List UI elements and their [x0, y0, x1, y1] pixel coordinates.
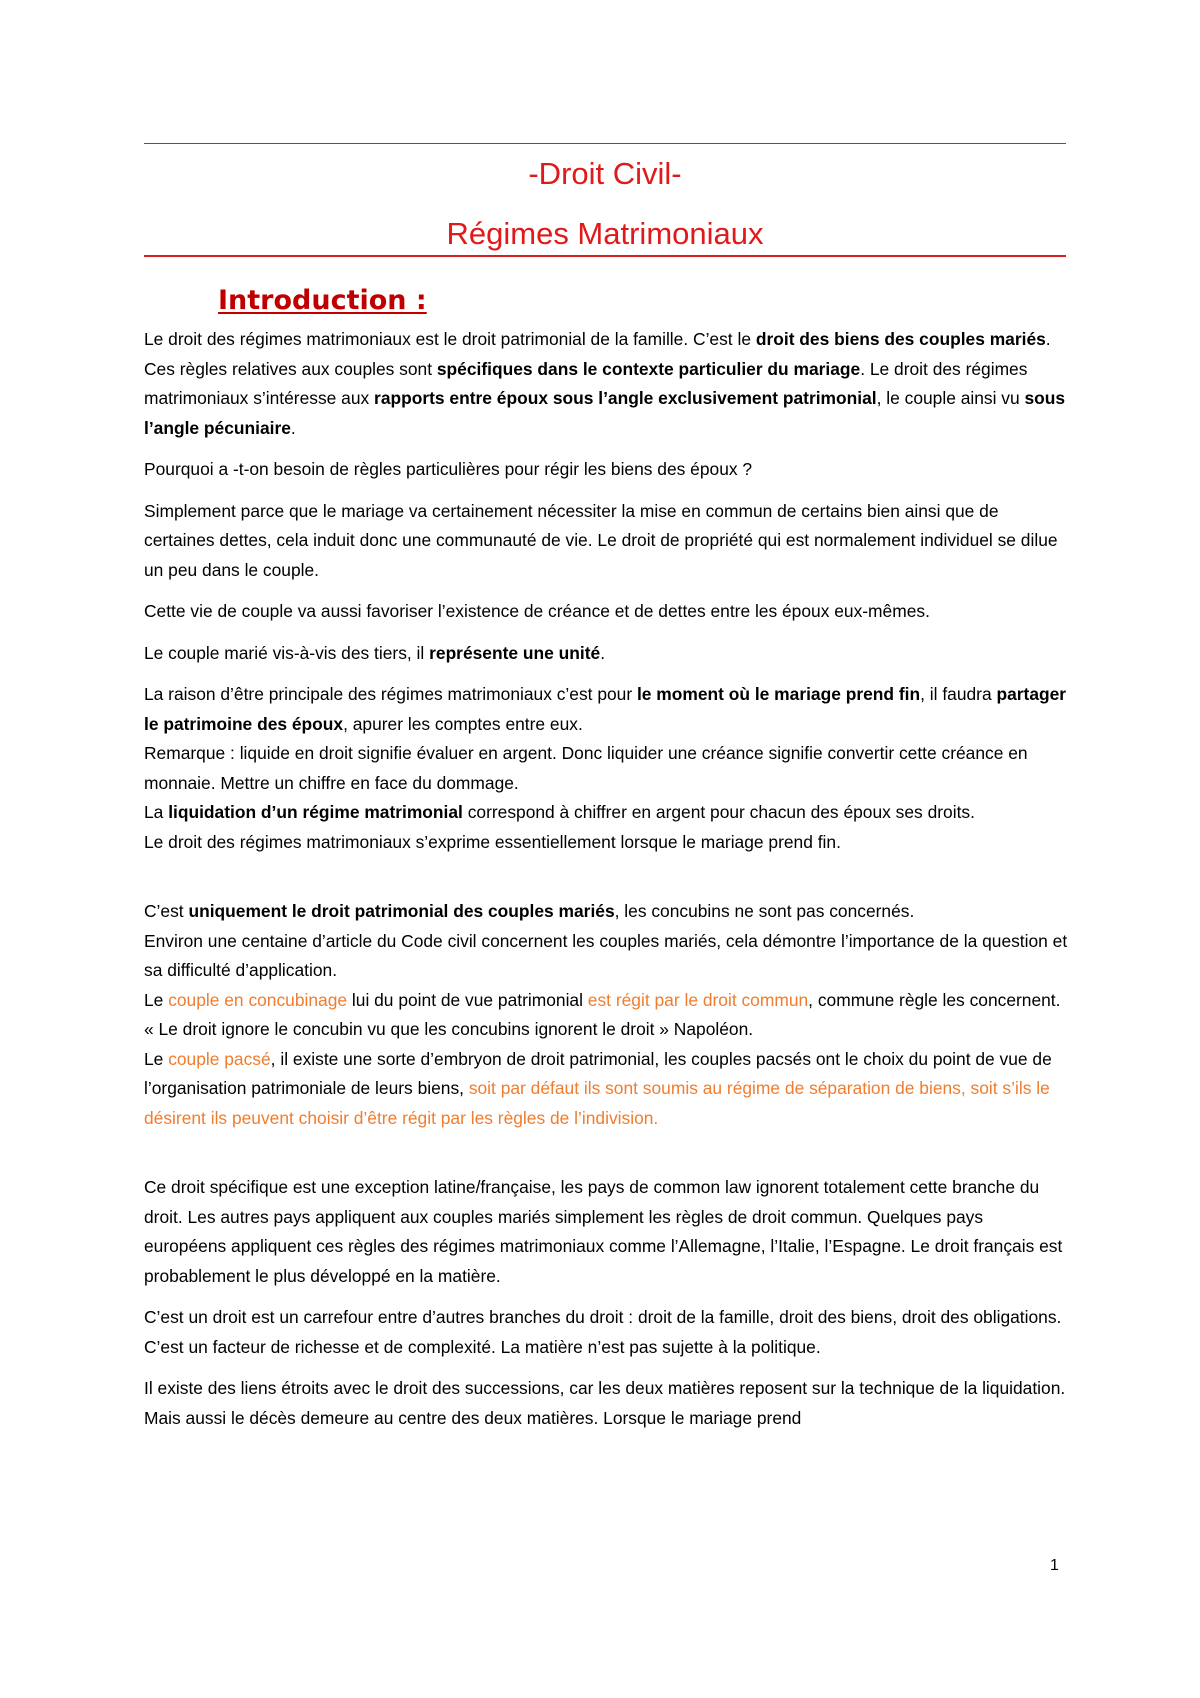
text-run: , il faudra	[920, 684, 997, 704]
bold-text: partager le patrimoine des époux	[144, 684, 1067, 734]
text-run: Cette vie de couple va aussi favoriser l’existence de créance et de dettes entre les époux eux-mêmes.	[144, 601, 930, 621]
text-run: , apurer les comptes entre eux.	[343, 713, 583, 734]
highlighted-text: couple en concubinage	[168, 989, 348, 1010]
bold-text: représente une unité	[429, 642, 601, 663]
text-run: Environ une centaine d’article du Code civil concernent les couples mariés, cela démontre l’importance de la question et sa difficulté d’application.	[144, 930, 1068, 980]
text-run: C’est	[144, 901, 189, 921]
bold-text: sous l’angle pécuniaire	[144, 388, 1066, 438]
bold-text: spécifiques dans le contexte particulier du mariage	[436, 358, 861, 379]
paragraph	[144, 798, 1068, 828]
highlighted-text: couple pacsé	[168, 1048, 271, 1069]
document-title: -Droit Civil-	[528, 156, 682, 191]
bold-text: liquidation d’un régime matrimonial	[168, 802, 463, 822]
paragraph	[144, 597, 1068, 627]
text-run: Remarque : liquide en droit signifie évaluer en argent. Donc liquider une créance signifie convertir cette créance en monnaie. Mettre un chiffre en face du dommage.	[144, 743, 1028, 793]
top-rule	[144, 143, 1066, 144]
text-run: . Le droit des régimes matrimoniaux s’intéresse aux	[144, 358, 1028, 408]
text-run: , commune règle les concernent. « Le droit ignore le concubin vu que les concubins ignorent le droit » Napoléon.	[144, 989, 1061, 1039]
paragraph	[144, 325, 1068, 443]
highlighted-text: soit par défaut ils sont soumis au régime de séparation de biens, soit s’ils le désirent ils peuvent choisir d’être régit par les règles de l’indivision.	[144, 1078, 1050, 1128]
text-run: correspond à chiffrer en argent pour chacun des époux ses droits.	[462, 802, 975, 822]
bold-text: uniquement le droit patrimonial des couples mariés	[188, 901, 615, 921]
text-run: Le droit des régimes matrimoniaux est le droit patrimonial de la famille. C’est le	[144, 329, 756, 349]
text-run: Simplement parce que le mariage va certainement nécessiter la mise en commun de certains bien ainsi que de certaines dettes, cela induit donc une communauté de vie. Le droit de propriété qui est normalement individuel se dilue un peu dans le couple.	[144, 500, 1058, 580]
text-run: Pourquoi a -t-on besoin de règles particulières pour régir les biens des époux ?	[144, 459, 753, 479]
text-run: , les concubins ne sont pas concernés.	[614, 901, 915, 921]
text-run: Le	[144, 989, 169, 1010]
paragraph	[144, 680, 1068, 739]
bottom-rule	[144, 255, 1066, 257]
paragraph	[144, 986, 1068, 1045]
text-run: La	[144, 802, 169, 822]
bold-text: droit des biens des couples mariés	[755, 329, 1046, 349]
text-run: Le couple marié vis-à-vis des tiers, il	[144, 642, 430, 663]
paragraph	[144, 1173, 1068, 1291]
paragraph	[144, 1374, 1068, 1433]
paragraph	[144, 927, 1068, 986]
paragraph	[144, 455, 1068, 485]
bold-text: rapports entre époux sous l’angle exclusivement patrimonial	[374, 388, 877, 408]
paragraph	[144, 897, 1068, 927]
text-run: , il existe une sorte d’embryon de droit patrimonial, les couples pacsés ont le choix du point de vue de l’organisation patrimoniale de leurs biens,	[144, 1048, 1052, 1098]
page-number: 1	[1050, 1557, 1059, 1574]
text-run: .	[290, 417, 296, 438]
paragraph	[144, 739, 1068, 798]
paragraph	[144, 828, 1068, 858]
text-run: Le	[144, 1048, 169, 1069]
text-run: .	[600, 642, 606, 663]
text-run: Ce droit spécifique est une exception latine/française, les pays de common law ignorent totalement cette branche du droit. Les autres pays appliquent aux couples mariés simplement les règles de droit commun. Quelques pays européens appliquent ces règles des régimes matrimoniaux comme l’Allemagne, l’Italie, l’Espagne. Le droit français est probablement le plus développé en la matière.	[144, 1177, 1063, 1286]
text-run: C’est un droit est un carrefour entre d’autres branches du droit : droit de la famille, droit des biens, droit des obligations. C’est un facteur de richesse et de complexité. La matière n’est pas sujette à la politique.	[144, 1307, 1062, 1357]
paragraph	[144, 497, 1068, 586]
section-heading: Introduction :	[218, 285, 427, 316]
bold-text: le moment où le mariage prend fin	[636, 684, 921, 704]
text-run: La raison d’être principale des régimes matrimoniaux c’est pour	[144, 684, 637, 704]
text-run: lui du point de vue patrimonial	[347, 989, 588, 1010]
text-run: , le couple ainsi vu	[876, 388, 1025, 408]
text-run: Le droit des régimes matrimoniaux s’exprime essentiellement lorsque le mariage prend fin.	[144, 831, 841, 852]
text-run: Il existe des liens étroits avec le droit des successions, car les deux matières reposent sur la technique de la liquidation. Mais aussi le décès demeure au centre des deux matières. Lorsque le mariage prend	[144, 1378, 1066, 1428]
paragraph	[144, 639, 1068, 669]
text-run: . Ces règles relatives aux couples sont	[144, 329, 1051, 379]
highlighted-text: est régit par le droit commun	[587, 989, 809, 1010]
body-text	[144, 325, 1068, 1445]
paragraph	[144, 1045, 1068, 1134]
document-subtitle: Régimes Matrimoniaux	[446, 216, 764, 251]
paragraph	[144, 1303, 1068, 1362]
